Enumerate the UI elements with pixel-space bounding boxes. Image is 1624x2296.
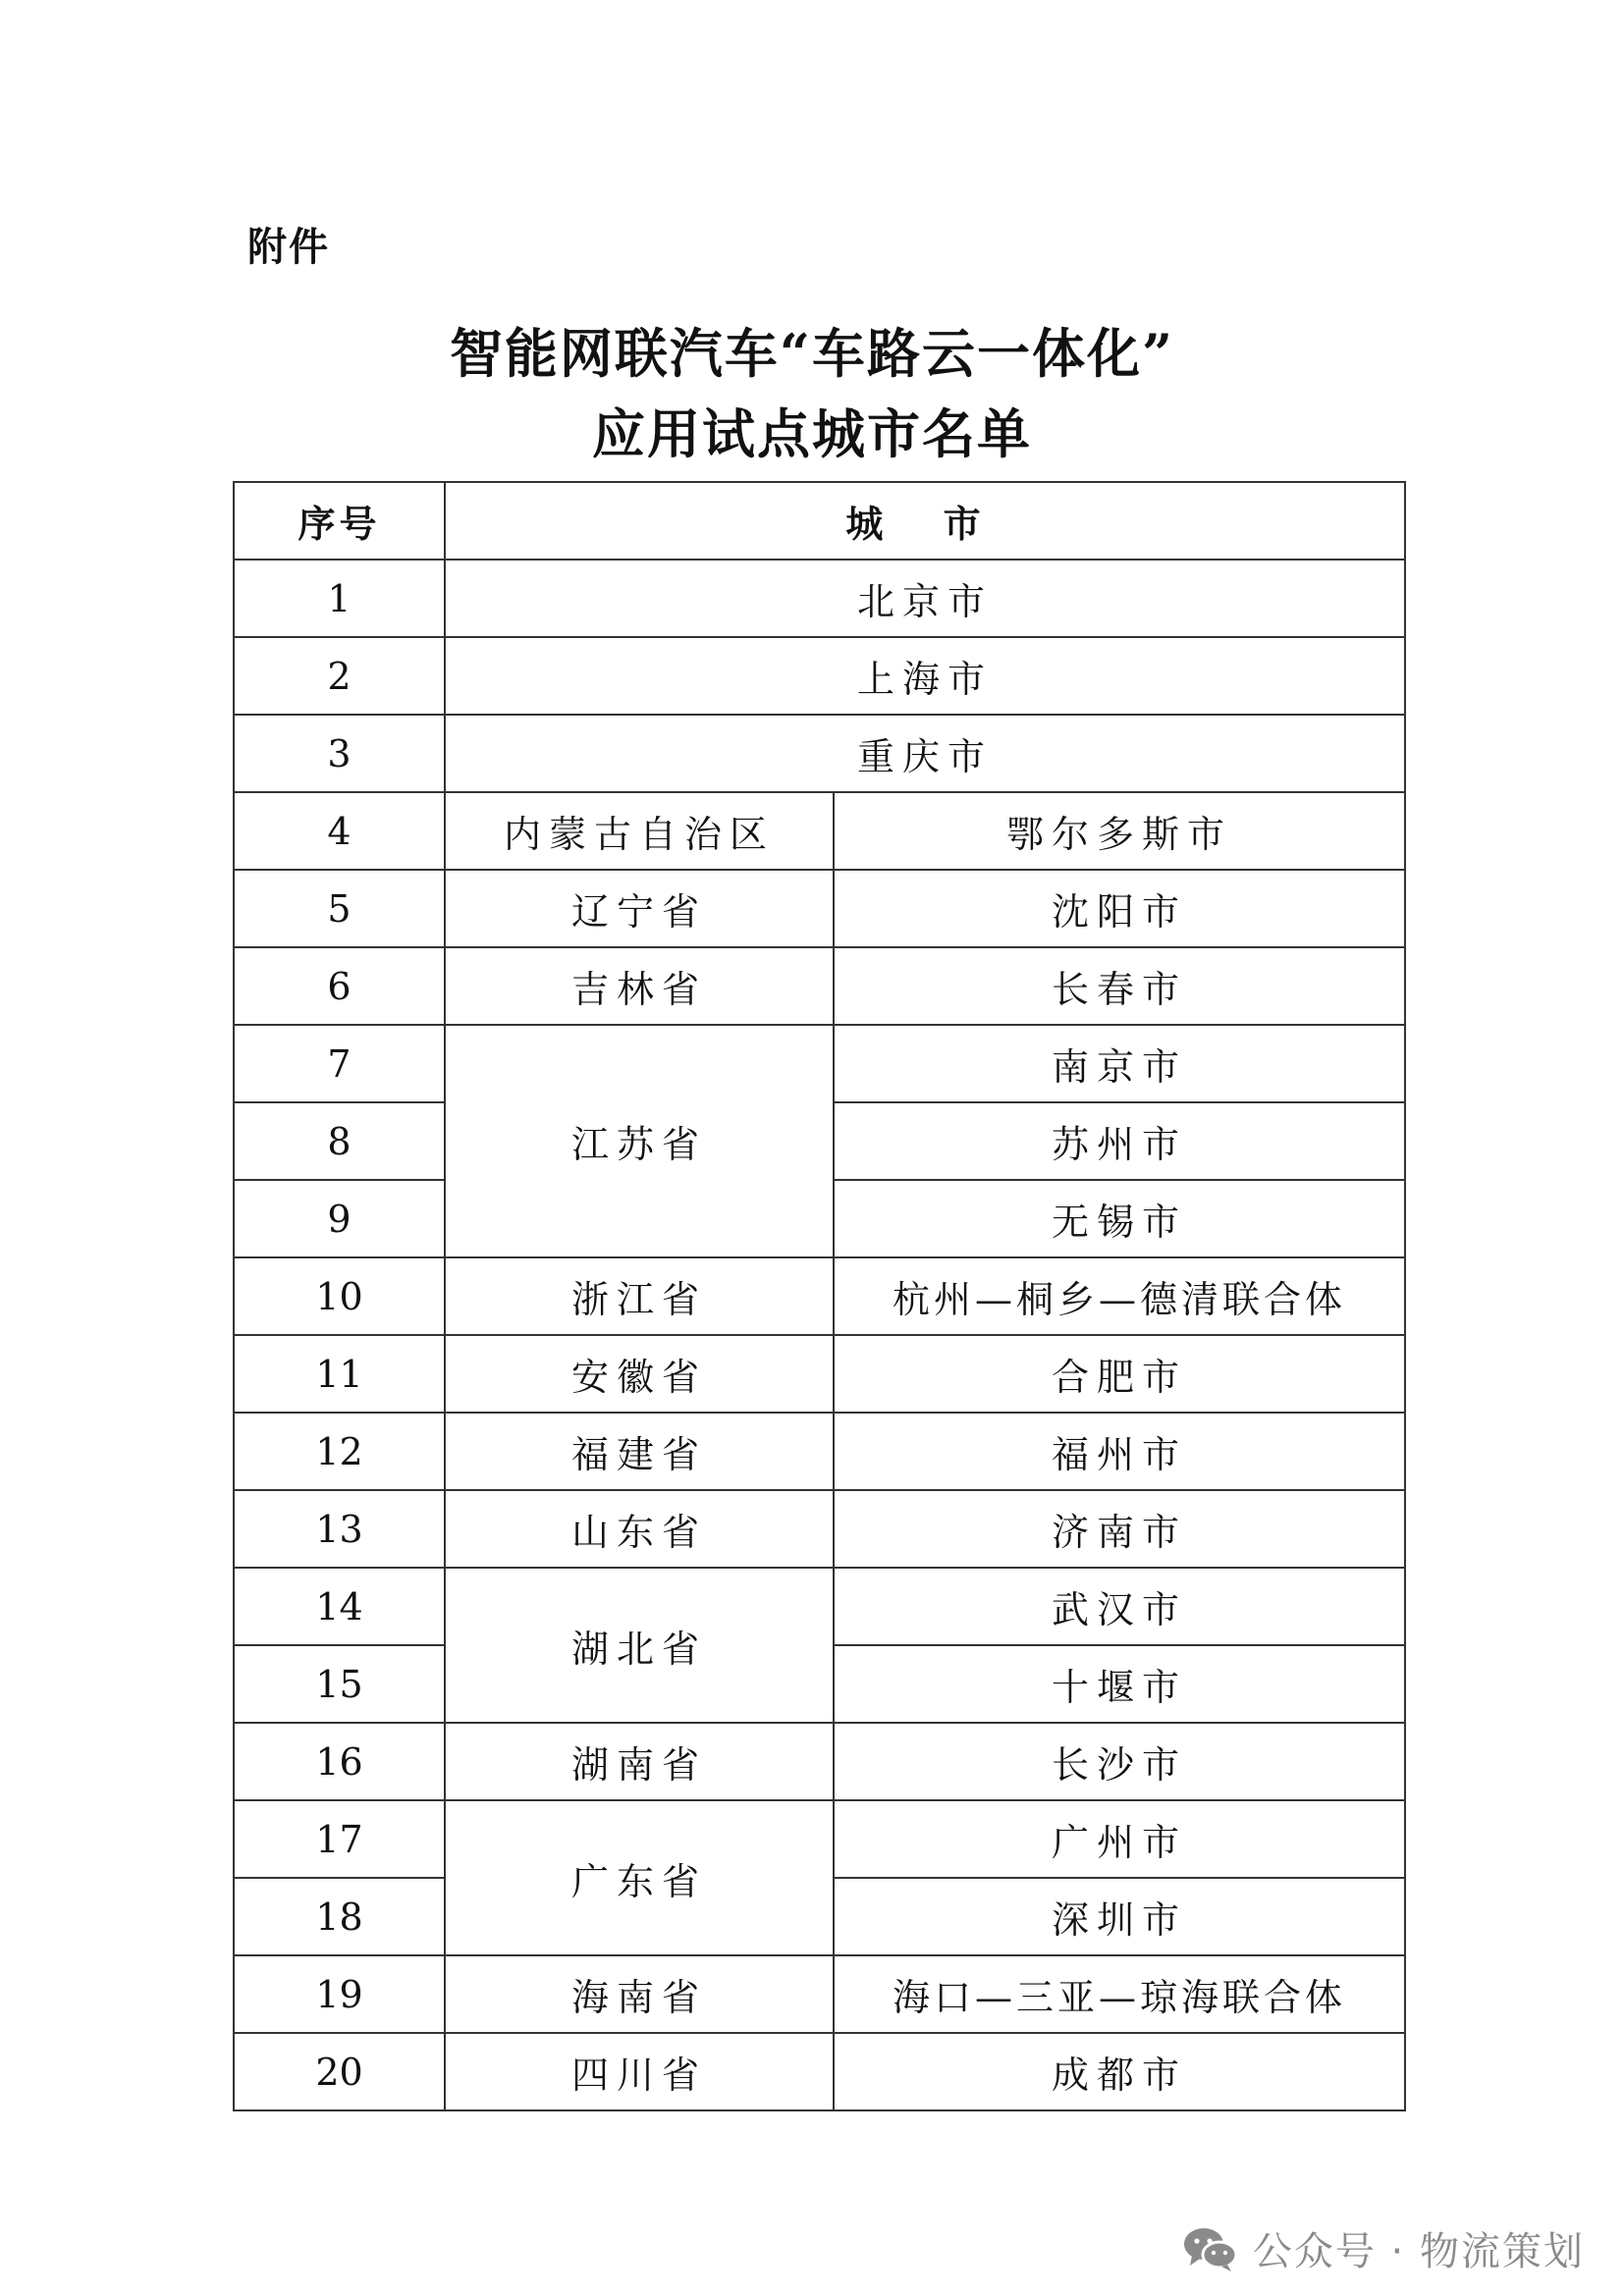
row-number: 3 [234,715,445,792]
province-cell: 四川省 [445,2033,834,2110]
row-number: 6 [234,947,445,1025]
city-cell: 武汉市 [834,1568,1405,1645]
city-cell: 成都市 [834,2033,1405,2110]
province-cell: 湖南省 [445,1723,834,1800]
city-cell: 南京市 [834,1025,1405,1102]
table-row [234,1257,1405,1335]
wechat-icon [1182,2224,1239,2273]
city-cell: 北京市 [445,560,1405,637]
province-cell: 广东省 [445,1800,834,1955]
watermark-text: 公众号 · 物流策划 [1252,2229,1585,2274]
table-row [234,1335,1405,1413]
city-cell: 无锡市 [834,1180,1405,1257]
row-number: 12 [234,1413,445,1490]
row-number: 19 [234,1955,445,2033]
city-cell: 上海市 [445,637,1405,715]
province-cell: 海南省 [445,1955,834,2033]
row-number: 5 [234,870,445,947]
row-number: 16 [234,1723,445,1800]
table-row [234,715,1405,792]
row-number: 14 [234,1568,445,1645]
row-number: 10 [234,1257,445,1335]
city-cell: 济南市 [834,1490,1405,1568]
document-title-line2: 应用试点城市名单 [592,402,1032,465]
city-cell: 沈阳市 [834,870,1405,947]
province-cell: 福建省 [445,1413,834,1490]
province-cell: 吉林省 [445,947,834,1025]
table-row [234,870,1405,947]
row-number: 9 [234,1180,445,1257]
table-row [234,637,1405,715]
document-title-line1: 智能网联汽车“车路云一体化” [449,322,1175,385]
header-index: 序号 [234,482,445,560]
province-cell: 山东省 [445,1490,834,1568]
province-cell: 湖北省 [445,1568,834,1723]
table-row [234,1490,1405,1568]
table-row [234,947,1405,1025]
row-number: 7 [234,1025,445,1102]
table-row [234,792,1405,870]
city-cell: 苏州市 [834,1102,1405,1180]
province-cell: 浙江省 [445,1257,834,1335]
table-row [234,1800,1405,1878]
city-cell: 深圳市 [834,1878,1405,1955]
city-cell: 合肥市 [834,1335,1405,1413]
table-row [234,1413,1405,1490]
row-number: 8 [234,1102,445,1180]
city-cell: 长春市 [834,947,1405,1025]
table-row [234,1568,1405,1645]
header-city: 城 市 [445,482,1405,560]
province-cell: 辽宁省 [445,870,834,947]
row-number: 11 [234,1335,445,1413]
row-number: 2 [234,637,445,715]
city-cell: 鄂尔多斯市 [834,792,1405,870]
city-cell: 福州市 [834,1413,1405,1490]
row-number: 18 [234,1878,445,1955]
row-number: 13 [234,1490,445,1568]
city-cell: 广州市 [834,1800,1405,1878]
table-header-row [234,482,1405,560]
table-row [234,1723,1405,1800]
pilot-city-table [233,481,1406,2111]
row-number: 20 [234,2033,445,2110]
attachment-label: 附件 [247,225,330,270]
row-number: 4 [234,792,445,870]
province-cell: 内蒙古自治区 [445,792,834,870]
province-cell: 江苏省 [445,1025,834,1257]
watermark [1182,2220,1585,2276]
row-number: 1 [234,560,445,637]
city-cell: 海口—三亚—琼海联合体 [834,1955,1405,2033]
row-number: 17 [234,1800,445,1878]
city-cell: 十堰市 [834,1645,1405,1723]
city-cell: 杭州—桐乡—德清联合体 [834,1257,1405,1335]
row-number: 15 [234,1645,445,1723]
city-cell: 重庆市 [445,715,1405,792]
table-row [234,1025,1405,1102]
table-row [234,2033,1405,2110]
city-cell: 长沙市 [834,1723,1405,1800]
table-row [234,560,1405,637]
province-cell: 安徽省 [445,1335,834,1413]
table-row [234,1955,1405,2033]
